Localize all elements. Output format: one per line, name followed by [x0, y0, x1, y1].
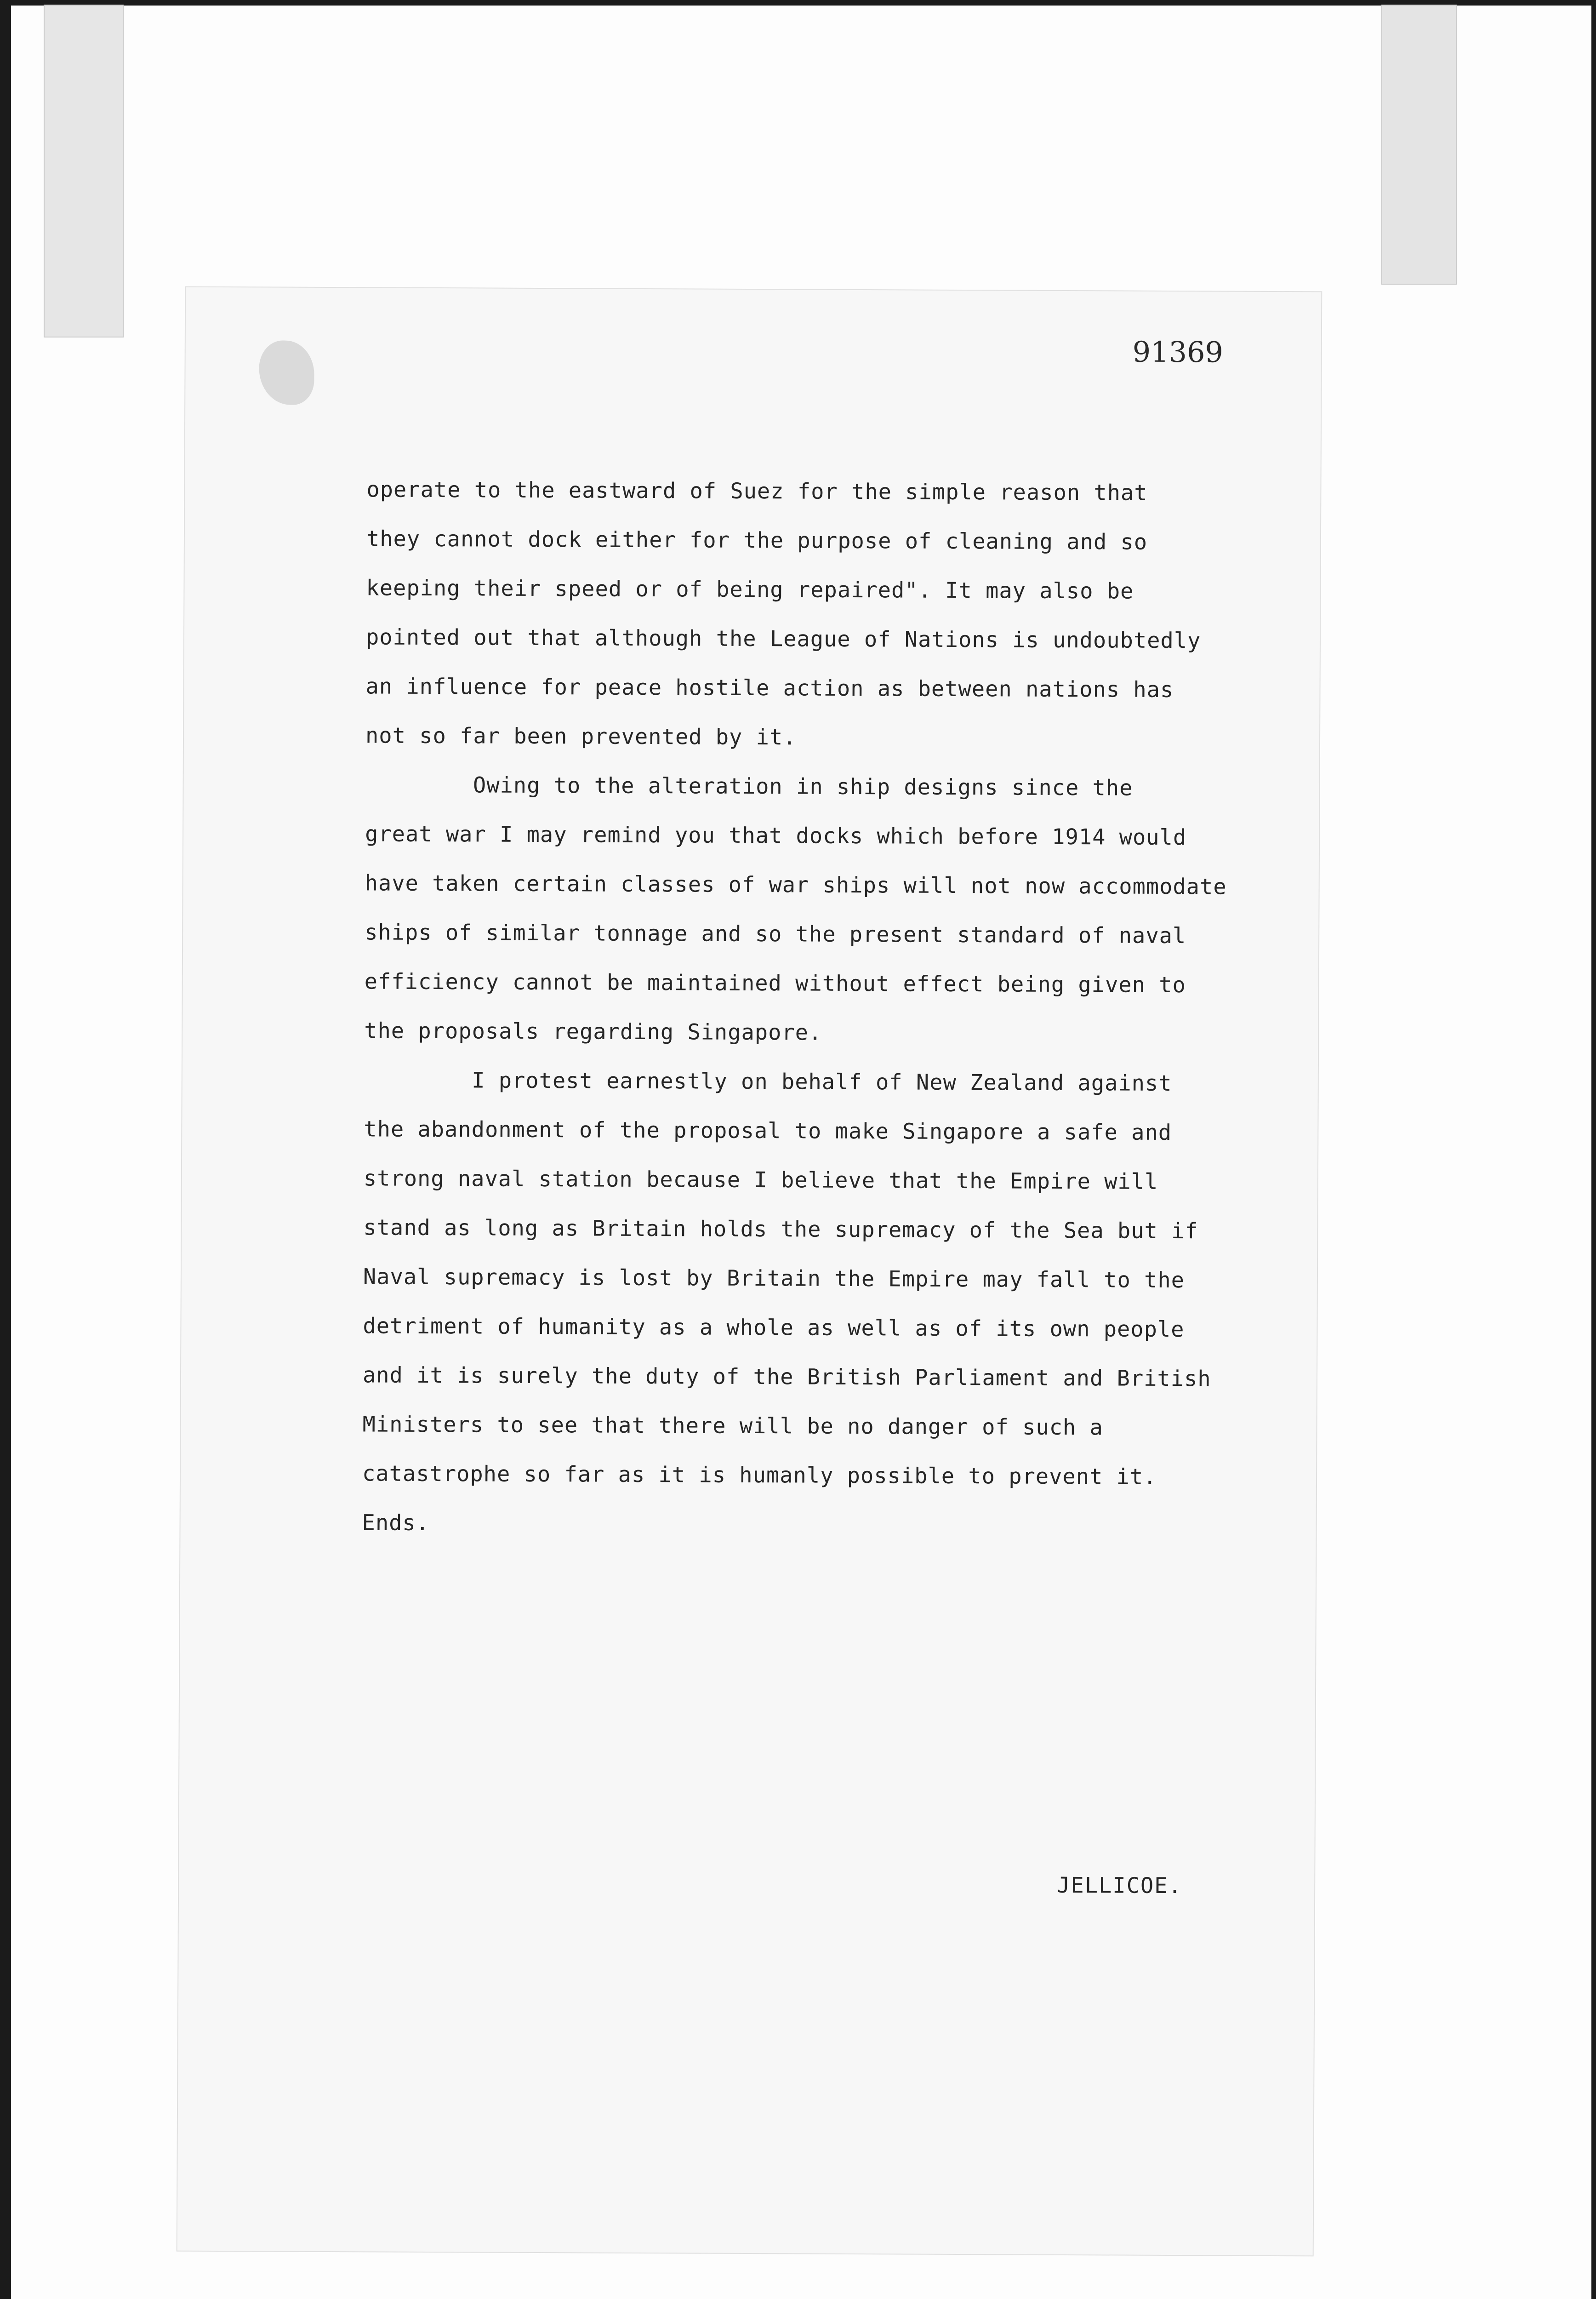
signature: JELLICOE.: [1057, 1872, 1182, 1899]
text-line: an influence for peace hostile action as between nations has: [365, 674, 1174, 703]
text-line: Naval supremacy is lost by Britain the Empire may fall to the: [363, 1264, 1185, 1293]
text-line: Ends.: [362, 1510, 430, 1536]
text-line: stand as long as Britain holds the supremacy of the Sea but if: [363, 1215, 1198, 1244]
text-line: not so far been prevented by it.: [365, 723, 797, 750]
text-line: pointed out that although the League of Nations is undoubtedly: [365, 624, 1201, 654]
text-line: detriment of humanity as a whole as well as of its own people: [363, 1313, 1185, 1343]
tape-strip: [44, 5, 124, 337]
text-line: ships of similar tonnage and so the present standard of naval: [365, 920, 1186, 949]
text-line: strong naval station because I believe that the Empire will: [363, 1166, 1158, 1195]
paper-smudge: [259, 340, 314, 405]
text-line: they cannot dock either for the purpose of cleaning and so: [366, 526, 1148, 555]
text-line: I protest earnestly on behalf of New Zealand against: [364, 1067, 1172, 1097]
text-line: keeping their speed or of being repaired". It may also be: [366, 575, 1134, 604]
letter-body: [362, 465, 1341, 1551]
page-number: 91369: [1132, 335, 1224, 369]
text-line: and it is surely the duty of the British Parliament and British: [362, 1362, 1211, 1392]
tape-strip: [1381, 5, 1457, 285]
text-line: Ministers to see that there will be no danger of such a: [362, 1412, 1103, 1441]
text-line: great war I may remind you that docks which before 1914 would: [365, 821, 1187, 851]
text-line: the proposals regarding Singapore.: [364, 1018, 822, 1046]
text-line: have taken certain classes of war ships will not now accommodate: [365, 870, 1227, 900]
text-line: catastrophe so far as it is humanly possible to prevent it.: [362, 1461, 1157, 1490]
text-line: efficiency cannot be maintained without effect being given to: [364, 969, 1186, 998]
text-line: operate to the eastward of Suez for the simple reason that: [366, 477, 1148, 506]
text-line: the abandonment of the proposal to make Singapore a safe and: [364, 1116, 1172, 1146]
text-line: Owing to the alteration in ship designs since the: [365, 772, 1133, 801]
typed-letter-page: [177, 287, 1322, 2256]
